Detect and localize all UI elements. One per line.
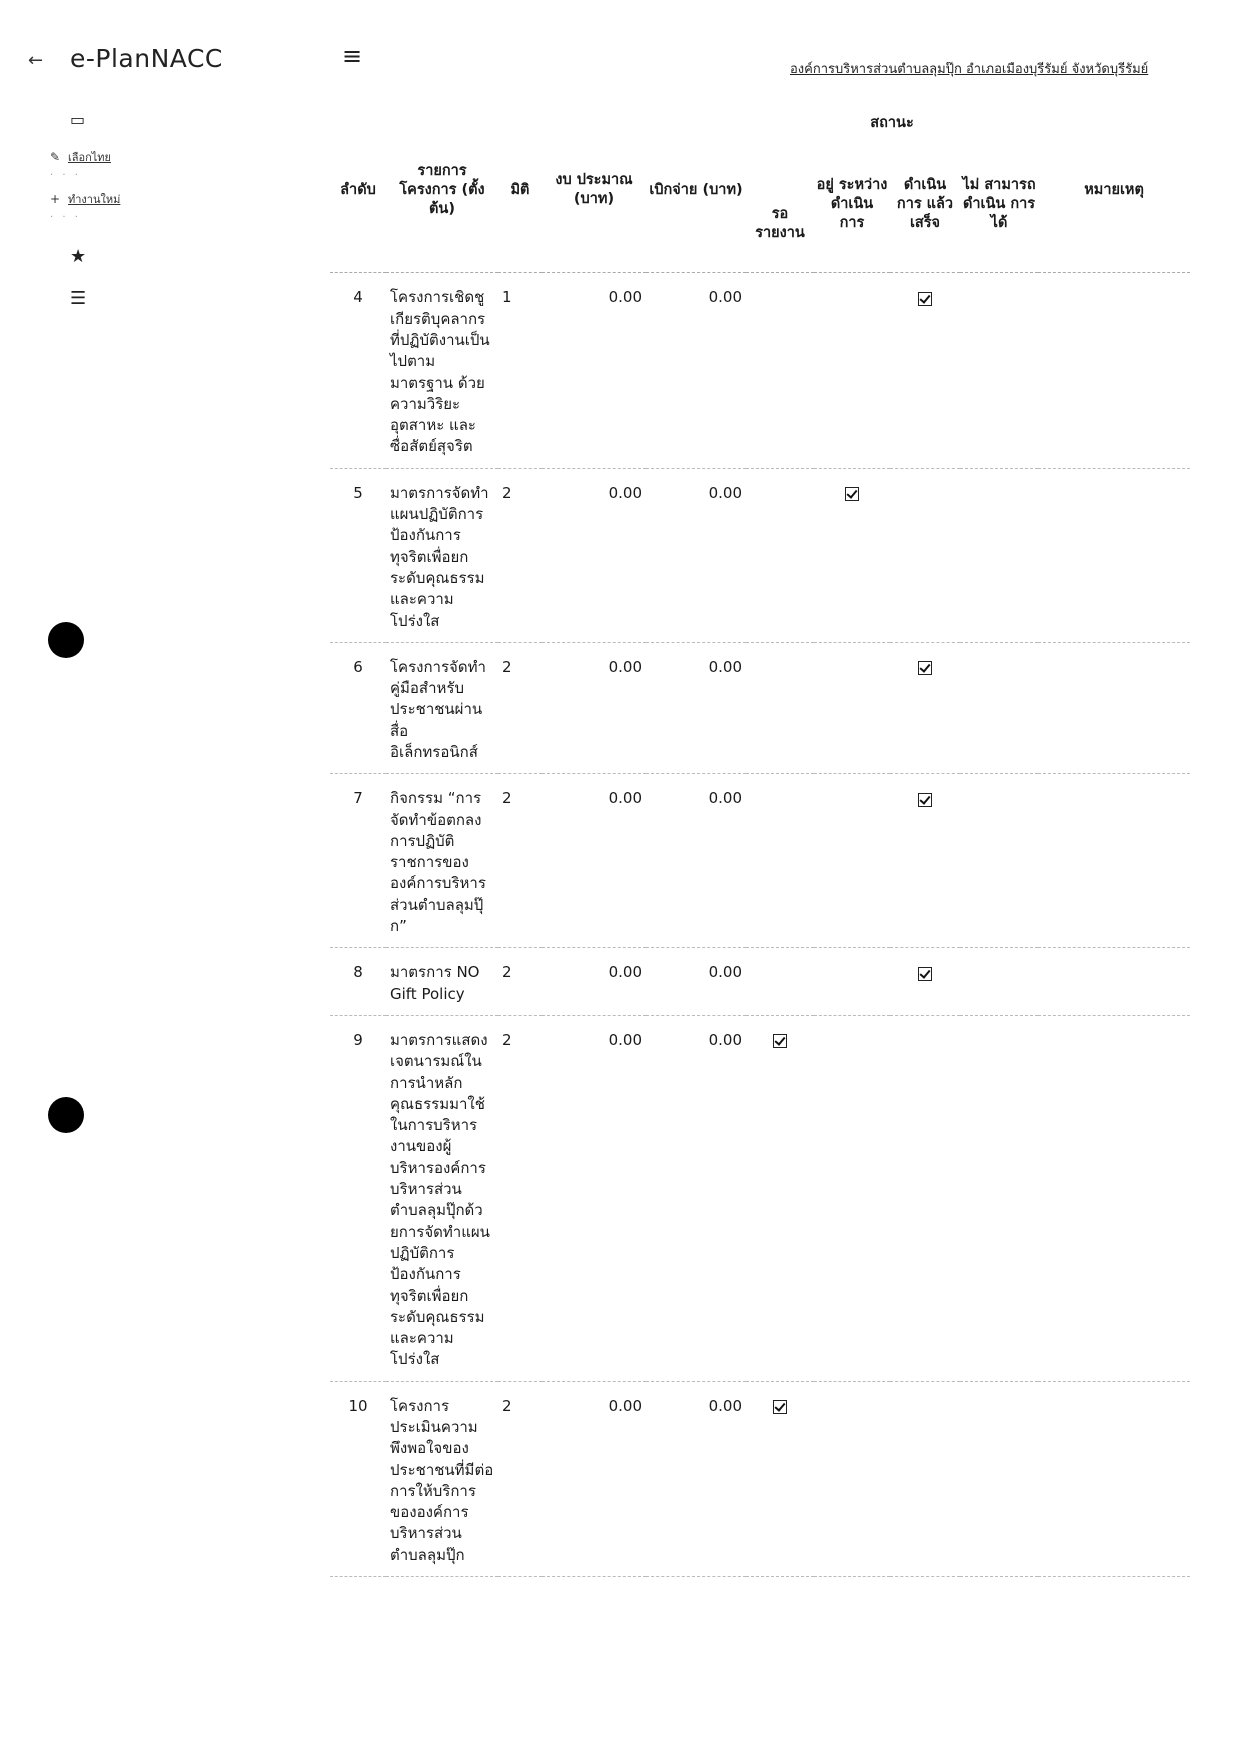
row-number: 7 <box>330 774 386 948</box>
back-arrow-icon[interactable]: ← <box>28 50 44 71</box>
spent-value: 0.00 <box>646 774 746 948</box>
status-cell-done <box>890 1381 960 1576</box>
project-name: โครงการประเมินความพึงพอใจของประชาชนที่มีต่อการให้บริการขององค์การบริหารส่วนตำบลลุมปุ๊ก <box>386 1381 498 1576</box>
project-name: โครงการจัดทำคู่มือสำหรับประชาชนผ่านสื่อ อิเล็กทรอนิกส์ <box>386 642 498 773</box>
punch-hole <box>48 622 84 658</box>
dimension: 2 <box>498 1015 542 1381</box>
status-cell-unable <box>960 642 1038 773</box>
header-waiting: รอ รายงาน <box>755 205 805 241</box>
checked-checkbox-icon[interactable] <box>773 1034 787 1048</box>
row-number: 4 <box>330 273 386 468</box>
remark-cell <box>1038 642 1190 773</box>
budget-value: 0.00 <box>542 774 646 948</box>
status-cell-waiting <box>746 948 814 1016</box>
punch-hole <box>48 1097 84 1133</box>
dimension: 2 <box>498 468 542 642</box>
status-cell-unable <box>960 948 1038 1016</box>
project-name: มาตรการ NO Gift Policy <box>386 948 498 1016</box>
status-cell-done <box>890 468 960 642</box>
spent-value: 0.00 <box>646 1381 746 1576</box>
sidebar-divider-2: · · · <box>50 212 81 223</box>
project-name: มาตรการจัดทำแผนปฏิบัติการป้องกันการทุจริตเพื่อยกระดับคุณธรรมและความโปร่งใส <box>386 468 498 642</box>
status-cell-unable <box>960 1381 1038 1576</box>
status-cell-done <box>890 774 960 948</box>
status-cell-waiting <box>746 468 814 642</box>
hamburger-icon[interactable]: ≡ <box>342 42 363 70</box>
row-number: 10 <box>330 1381 386 1576</box>
sidebar-item-new-task[interactable]: + ทำงานใหม่ <box>50 192 121 206</box>
table-row <box>330 1381 1190 1576</box>
header-status: สถานะ <box>870 115 914 131</box>
remark-cell <box>1038 468 1190 642</box>
table-body <box>330 273 1190 1577</box>
budget-value: 0.00 <box>542 468 646 642</box>
status-cell-done <box>890 273 960 468</box>
status-cell-in-progress <box>814 1015 890 1381</box>
table-row <box>330 642 1190 773</box>
status-cell-unable <box>960 774 1038 948</box>
table-row <box>330 468 1190 642</box>
status-cell-in-progress <box>814 468 890 642</box>
status-cell-waiting <box>746 1015 814 1381</box>
status-cell-in-progress <box>814 948 890 1016</box>
budget-value: 0.00 <box>542 948 646 1016</box>
sidebar-divider: · · · <box>50 170 81 181</box>
table-row <box>330 948 1190 1016</box>
table-row <box>330 774 1190 948</box>
status-cell-in-progress <box>814 273 890 468</box>
remark-cell <box>1038 774 1190 948</box>
budget-value: 0.00 <box>542 273 646 468</box>
dimension: 2 <box>498 774 542 948</box>
checked-checkbox-icon[interactable] <box>918 967 932 981</box>
org-title[interactable]: องค์การบริหารส่วนตำบลลุมปุ๊ก อำเภอเมืองบุรีรัมย์ จังหวัดบุรีรัมย์ <box>790 62 1149 77</box>
header-done: ดำเนิน การ แล้ว เสร็จ <box>896 177 954 232</box>
row-number: 8 <box>330 948 386 1016</box>
table-row <box>330 273 1190 468</box>
status-cell-waiting <box>746 1381 814 1576</box>
checked-checkbox-icon[interactable] <box>845 487 859 501</box>
app-logo[interactable]: e-PlanNACC <box>70 44 223 73</box>
map-icon: ✎ <box>50 150 61 164</box>
table-row <box>330 1015 1190 1381</box>
spent-value: 0.00 <box>646 273 746 468</box>
header-budget: งบ ประมาณ (บาท) <box>555 172 633 208</box>
dimension: 1 <box>498 273 542 468</box>
header-no: ลำดับ <box>340 181 376 198</box>
status-cell-waiting <box>746 774 814 948</box>
laptop-icon[interactable]: ▭ <box>70 110 86 129</box>
remark-cell <box>1038 273 1190 468</box>
project-name: โครงการเชิดชูเกียรติบุคลากรที่ปฏิบัติงานเป็นไปตามมาตรฐาน ด้วยความวิริยะ อุตสาหะ และซื่อสัตย์สุจริต <box>386 273 498 468</box>
checked-checkbox-icon[interactable] <box>918 661 932 675</box>
spent-value: 0.00 <box>646 948 746 1016</box>
project-name: มาตรการแสดงเจตนารมณ์ในการนำหลักคุณธรรมมาใช้ในการบริหารงานของผู้บริหารองค์การบริหารส่วนตำบลลุมปุ๊กด้วยการจัดทำแผนปฏิบัติการป้องกันการทุจริตเพื่อยกระดับคุณธรรมและความโปร่งใส <box>386 1015 498 1381</box>
row-number: 9 <box>330 1015 386 1381</box>
status-cell-unable <box>960 1015 1038 1381</box>
status-cell-done <box>890 642 960 773</box>
status-cell-in-progress <box>814 1381 890 1576</box>
header-dim: มิติ <box>510 181 530 198</box>
star-icon[interactable]: ★ <box>70 246 87 267</box>
status-cell-in-progress <box>814 774 890 948</box>
spent-value: 0.00 <box>646 468 746 642</box>
remark-cell <box>1038 948 1190 1016</box>
status-cell-waiting <box>746 642 814 773</box>
header-unable: ไม่ สามารถ ดำเนิน การได้ <box>962 177 1036 232</box>
header-name: รายการ โครงการ (ตั้ง ต้น) <box>399 162 485 217</box>
project-name: กิจกรรม “การจัดทำข้อตกลงการปฏิบัติราชการขององค์การบริหารส่วนตำบลลุมปุ๊ก” <box>386 774 498 948</box>
status-cell-done <box>890 948 960 1016</box>
dimension: 2 <box>498 642 542 773</box>
budget-value: 0.00 <box>542 1381 646 1576</box>
checked-checkbox-icon[interactable] <box>918 793 932 807</box>
project-table <box>330 108 1190 1577</box>
budget-value: 0.00 <box>542 1015 646 1381</box>
dimension: 2 <box>498 1381 542 1576</box>
header-in-progress: อยู่ ระหว่าง ดำเนิน การ <box>816 177 888 232</box>
status-cell-waiting <box>746 273 814 468</box>
spent-value: 0.00 <box>646 1015 746 1381</box>
dimension: 2 <box>498 948 542 1016</box>
status-cell-unable <box>960 273 1038 468</box>
budget-value: 0.00 <box>542 642 646 773</box>
sidebar-item-language[interactable]: ✎ เลือกไทย <box>50 150 111 164</box>
remark-cell <box>1038 1015 1190 1381</box>
plus-icon: + <box>50 192 61 206</box>
row-number: 6 <box>330 642 386 773</box>
checked-checkbox-icon[interactable] <box>773 1400 787 1414</box>
top-bar <box>0 0 1240 110</box>
status-cell-unable <box>960 468 1038 642</box>
checked-checkbox-icon[interactable] <box>918 292 932 306</box>
header-spent: เบิกจ่าย (บาท) <box>649 181 743 198</box>
list-icon[interactable]: ☰ <box>70 288 87 309</box>
status-cell-done <box>890 1015 960 1381</box>
remark-cell <box>1038 1381 1190 1576</box>
spent-value: 0.00 <box>646 642 746 773</box>
status-cell-in-progress <box>814 642 890 773</box>
header-remark: หมายเหตุ <box>1084 181 1144 198</box>
row-number: 5 <box>330 468 386 642</box>
